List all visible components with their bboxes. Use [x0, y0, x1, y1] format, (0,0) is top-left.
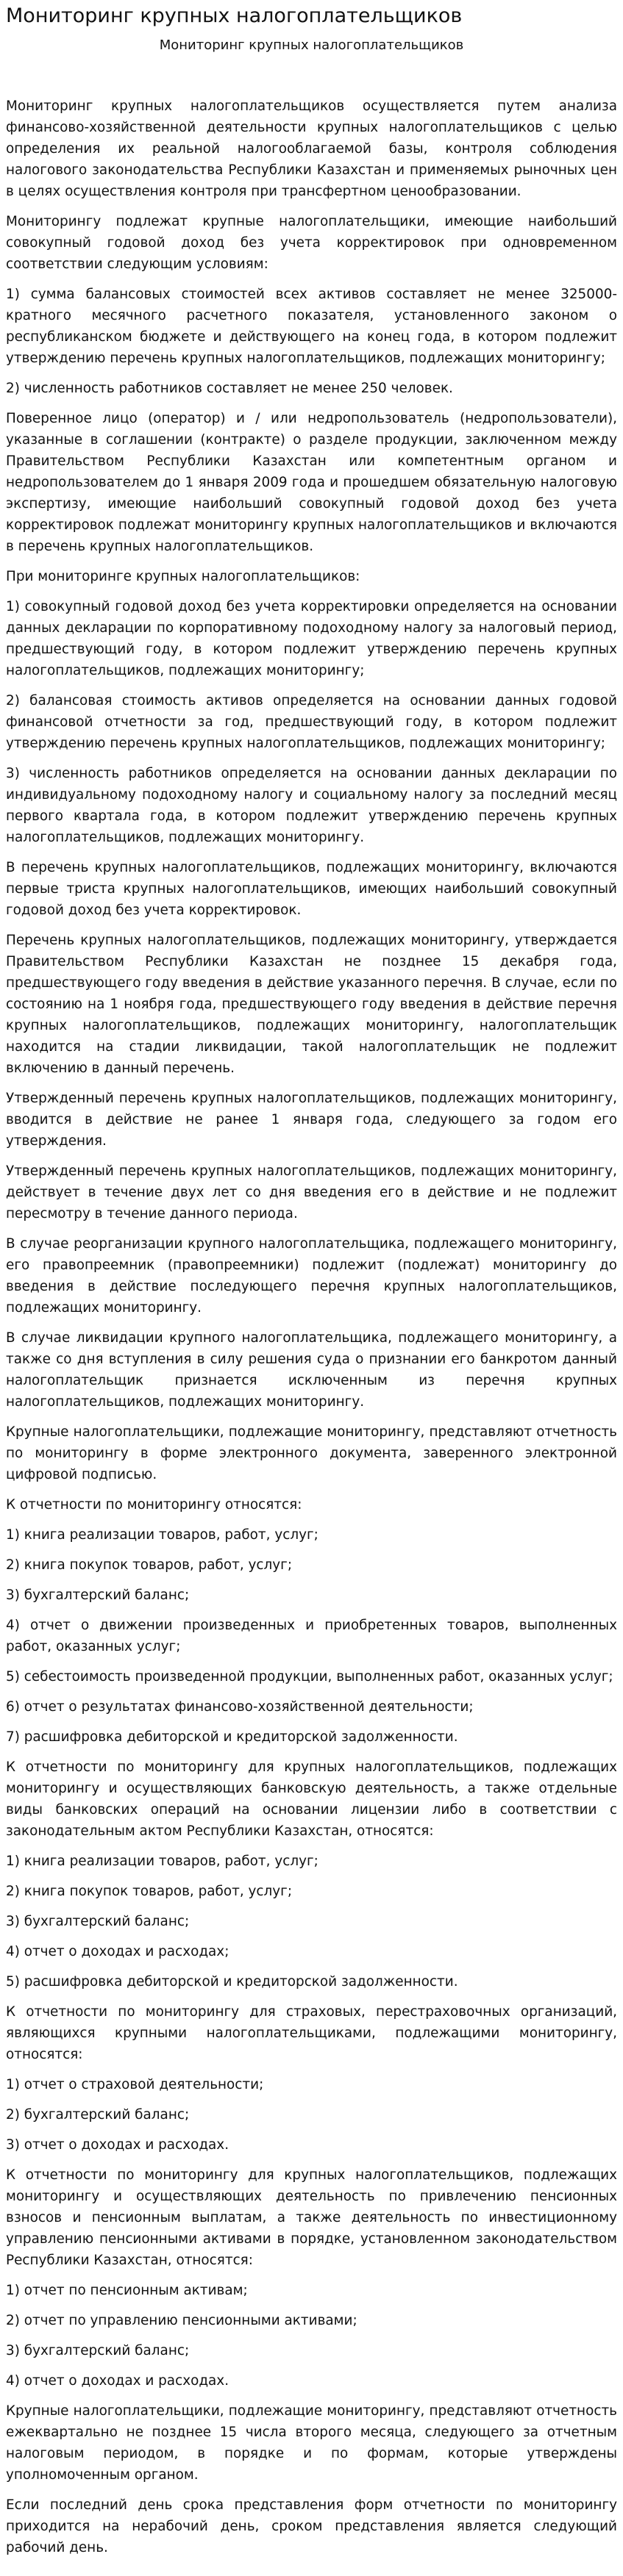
paragraph: 2) численность работников составляет не менее 250 человек.: [6, 381, 453, 396]
paragraph: 1) совокупный годовой доход без учета корректировки определяется на основании данных декларации по корпоративному подоходному налогу за налоговый период, предшествующий году, в котором подлежит утверждению перечень крупных налогоплательщиков, подлежащих мониторингу;: [6, 599, 617, 678]
paragraph: К отчетности по мониторингу для крупных налогоплательщиков, подлежащих мониторингу и осуществляющих банковскую деятельность, а также отдельные виды банковских операций на основании лицензии либо в соответствии с законодательным актом Республики Казахстан, относятся:: [6, 1759, 617, 1839]
paragraph: Утвержденный перечень крупных налогоплательщиков, подлежащих мониторингу, действует в течение двух лет со дня введения его в действие и не подлежит пересмотру в течение данного периода.: [6, 1163, 617, 1221]
paragraph: 3) бухгалтерский баланс;: [6, 2343, 190, 2358]
paragraph: К отчетности по мониторингу относятся:: [6, 1497, 302, 1513]
paragraph: 1) сумма балансовых стоимостей всех активов составляет не менее 325000-кратного месячного расчетного показателя, установленного законом о республиканском бюджете и действующего на конец года, в котором подлежит утверждению перечень крупных налогоплательщиков, подлежащих мониторингу;: [6, 287, 617, 366]
paragraph: Мониторинг крупных налогоплательщиков осуществляется путем анализа финансово-хозяйственной деятельности крупных налогоплательщиков с целью определения их реальной налогооблагаемой базы, контроля соблюдения налогового законодательства Республики Казахстан и применяемых рыночных цен в целях осуществления контроля при трансфертном ценообразовании.: [6, 98, 617, 199]
paragraph: Поверенное лицо (оператор) и / или недропользователь (недропользователи), указанные в соглашении (контракте) о разделе продукции, заключенном между Правительством Республики Казахстан или компетентным органом и недропользователем до 1 января 2009 года и прошедшем обязательную налоговую экспертизу, имеющие наибольший совокупный годовой доход без учета корректировок подлежат мониторингу крупных налогоплательщиков и включаются в перечень крупных налогоплательщиков.: [6, 411, 617, 554]
paragraph: 4) отчет о движении произведенных и приобретенных товаров, выполненных работ, оказанных услуг;: [6, 1618, 617, 1654]
page-subtitle: Мониторинг крупных налогоплательщиков: [159, 37, 464, 53]
paragraph: 3) численность работников определяется на основании данных декларации по индивидуальному подоходному налогу и социальному налогу за последний месяц первого квартала года, в котором подлежит утверждению перечень крупных налогоплательщиков, подлежащих мониторингу.: [6, 766, 617, 845]
paragraph: 4) отчет о доходах и расходах.: [6, 2373, 229, 2389]
paragraph: 7) расшифровка дебиторской и кредиторской задолженности.: [6, 1729, 458, 1745]
paragraph: В случае ликвидации крупного налогоплательщика, подлежащего мониторингу, а также со дня вступления в силу решения суда о признании его банкротом данный налогоплательщик признается исключенным из перечня крупных налогоплательщиков, подлежащих мониторингу.: [6, 1330, 617, 1410]
paragraph: 2) балансовая стоимость активов определяется на основании данных годовой финансовой отчетности за год, предшествующий году, в котором подлежит утверждению перечень крупных налогоплательщиков, подлежащих мониторингу;: [6, 693, 617, 751]
paragraph: Если последний день срока представления форм отчетности по мониторингу приходится на нерабочий день, сроком представления является следующий рабочий день.: [6, 2497, 617, 2555]
paragraph: 3) отчет о доходах и расходах.: [6, 2137, 229, 2153]
paragraph: 1) книга реализации товаров, работ, услуг;: [6, 1854, 318, 1869]
paragraph: Крупные налогоплательщики, подлежащие мониторингу, представляют отчетность по мониторингу в форме электронного документа, заверенного электронной цифровой подписью.: [6, 1424, 617, 1482]
paragraph: Мониторингу подлежат крупные налогоплательщики, имеющие наибольший совокупный годовой доход без учета корректировок при одновременном соответствии следующим условиям:: [6, 214, 617, 272]
paragraph: Утвержденный перечень крупных налогоплательщиков, подлежащих мониторингу, вводится в действие не ранее 1 января года, следующего за годом его утверждения.: [6, 1091, 617, 1149]
paragraph: 5) себестоимость произведенной продукции, выполненных работ, оказанных услуг;: [6, 1669, 613, 1685]
paragraph: 2) книга покупок товаров, работ, услуг;: [6, 1557, 293, 1573]
paragraph: 6) отчет о результатах финансово-хозяйственной деятельности;: [6, 1699, 474, 1715]
paragraph: В перечень крупных налогоплательщиков, подлежащих мониторингу, включаются первые триста крупных налогоплательщиков, имеющих наибольший совокупный годовой доход без учета корректировок.: [6, 860, 617, 918]
paragraph: Крупные налогоплательщики, подлежащие мониторингу, представляют отчетность ежеквартально не позднее 15 числа второго месяца, следующего за отчетным налоговым периодом, в порядке и по формам, которые утверждены уполномоченным органом.: [6, 2403, 617, 2483]
paragraph: 4) отчет о доходах и расходах;: [6, 1944, 229, 1959]
document-body: [6, 96, 617, 2558]
paragraph: В случае реорганизации крупного налогоплательщика, подлежащего мониторингу, его правопреемник (правопреемники) подлежит (подлежат) мониторингу до введения в действие последующего перечня крупных налогоплательщиков, подлежащих мониторингу.: [6, 1236, 617, 1316]
paragraph: При мониторинге крупных налогоплательщиков:: [6, 569, 360, 584]
paragraph: К отчетности по мониторингу для страховых, перестраховочных организаций, являющихся крупными налогоплательщиками, подлежащими мониторингу, относятся:: [6, 2004, 617, 2062]
paragraph: 1) книга реализации товаров, работ, услуг;: [6, 1527, 318, 1543]
paragraph: 1) отчет о страховой деятельности;: [6, 2077, 264, 2092]
paragraph: 3) бухгалтерский баланс;: [6, 1914, 190, 1929]
page-title: Мониторинг крупных налогоплательщиков: [6, 4, 463, 27]
paragraph: 2) книга покупок товаров, работ, услуг;: [6, 1884, 293, 1899]
paragraph: Перечень крупных налогоплательщиков, подлежащих мониторингу, утверждается Правительством Республики Казахстан не позднее 15 декабря года, предшествующего году введения в действие указанного перечня. В случае, если по состоянию на 1 ноября года, предшествующего году введения в действие перечня крупных налогоплательщиков, подлежащих мониторингу, налогоплательщик находится на стадии ликвидации, такой налогоплательщик не подлежит включению в данный перечень.: [6, 933, 617, 1076]
paragraph: К отчетности по мониторингу для крупных налогоплательщиков, подлежащих мониторингу и осуществляющих деятельность по привлечению пенсионных взносов и пенсионным выплатам, а также деятельность по инвестиционному управлению пенсионными активами в порядке, установленном законодательством Республики Казахстан, относятся:: [6, 2167, 617, 2268]
paragraph: 2) отчет по управлению пенсионными активами;: [6, 2313, 357, 2328]
paragraph: 3) бухгалтерский баланс;: [6, 1587, 190, 1603]
paragraph: 5) расшифровка дебиторской и кредиторской задолженности.: [6, 1974, 458, 1990]
paragraph: 1) отчет по пенсионным активам;: [6, 2283, 248, 2298]
paragraph: 2) бухгалтерский баланс;: [6, 2107, 190, 2123]
